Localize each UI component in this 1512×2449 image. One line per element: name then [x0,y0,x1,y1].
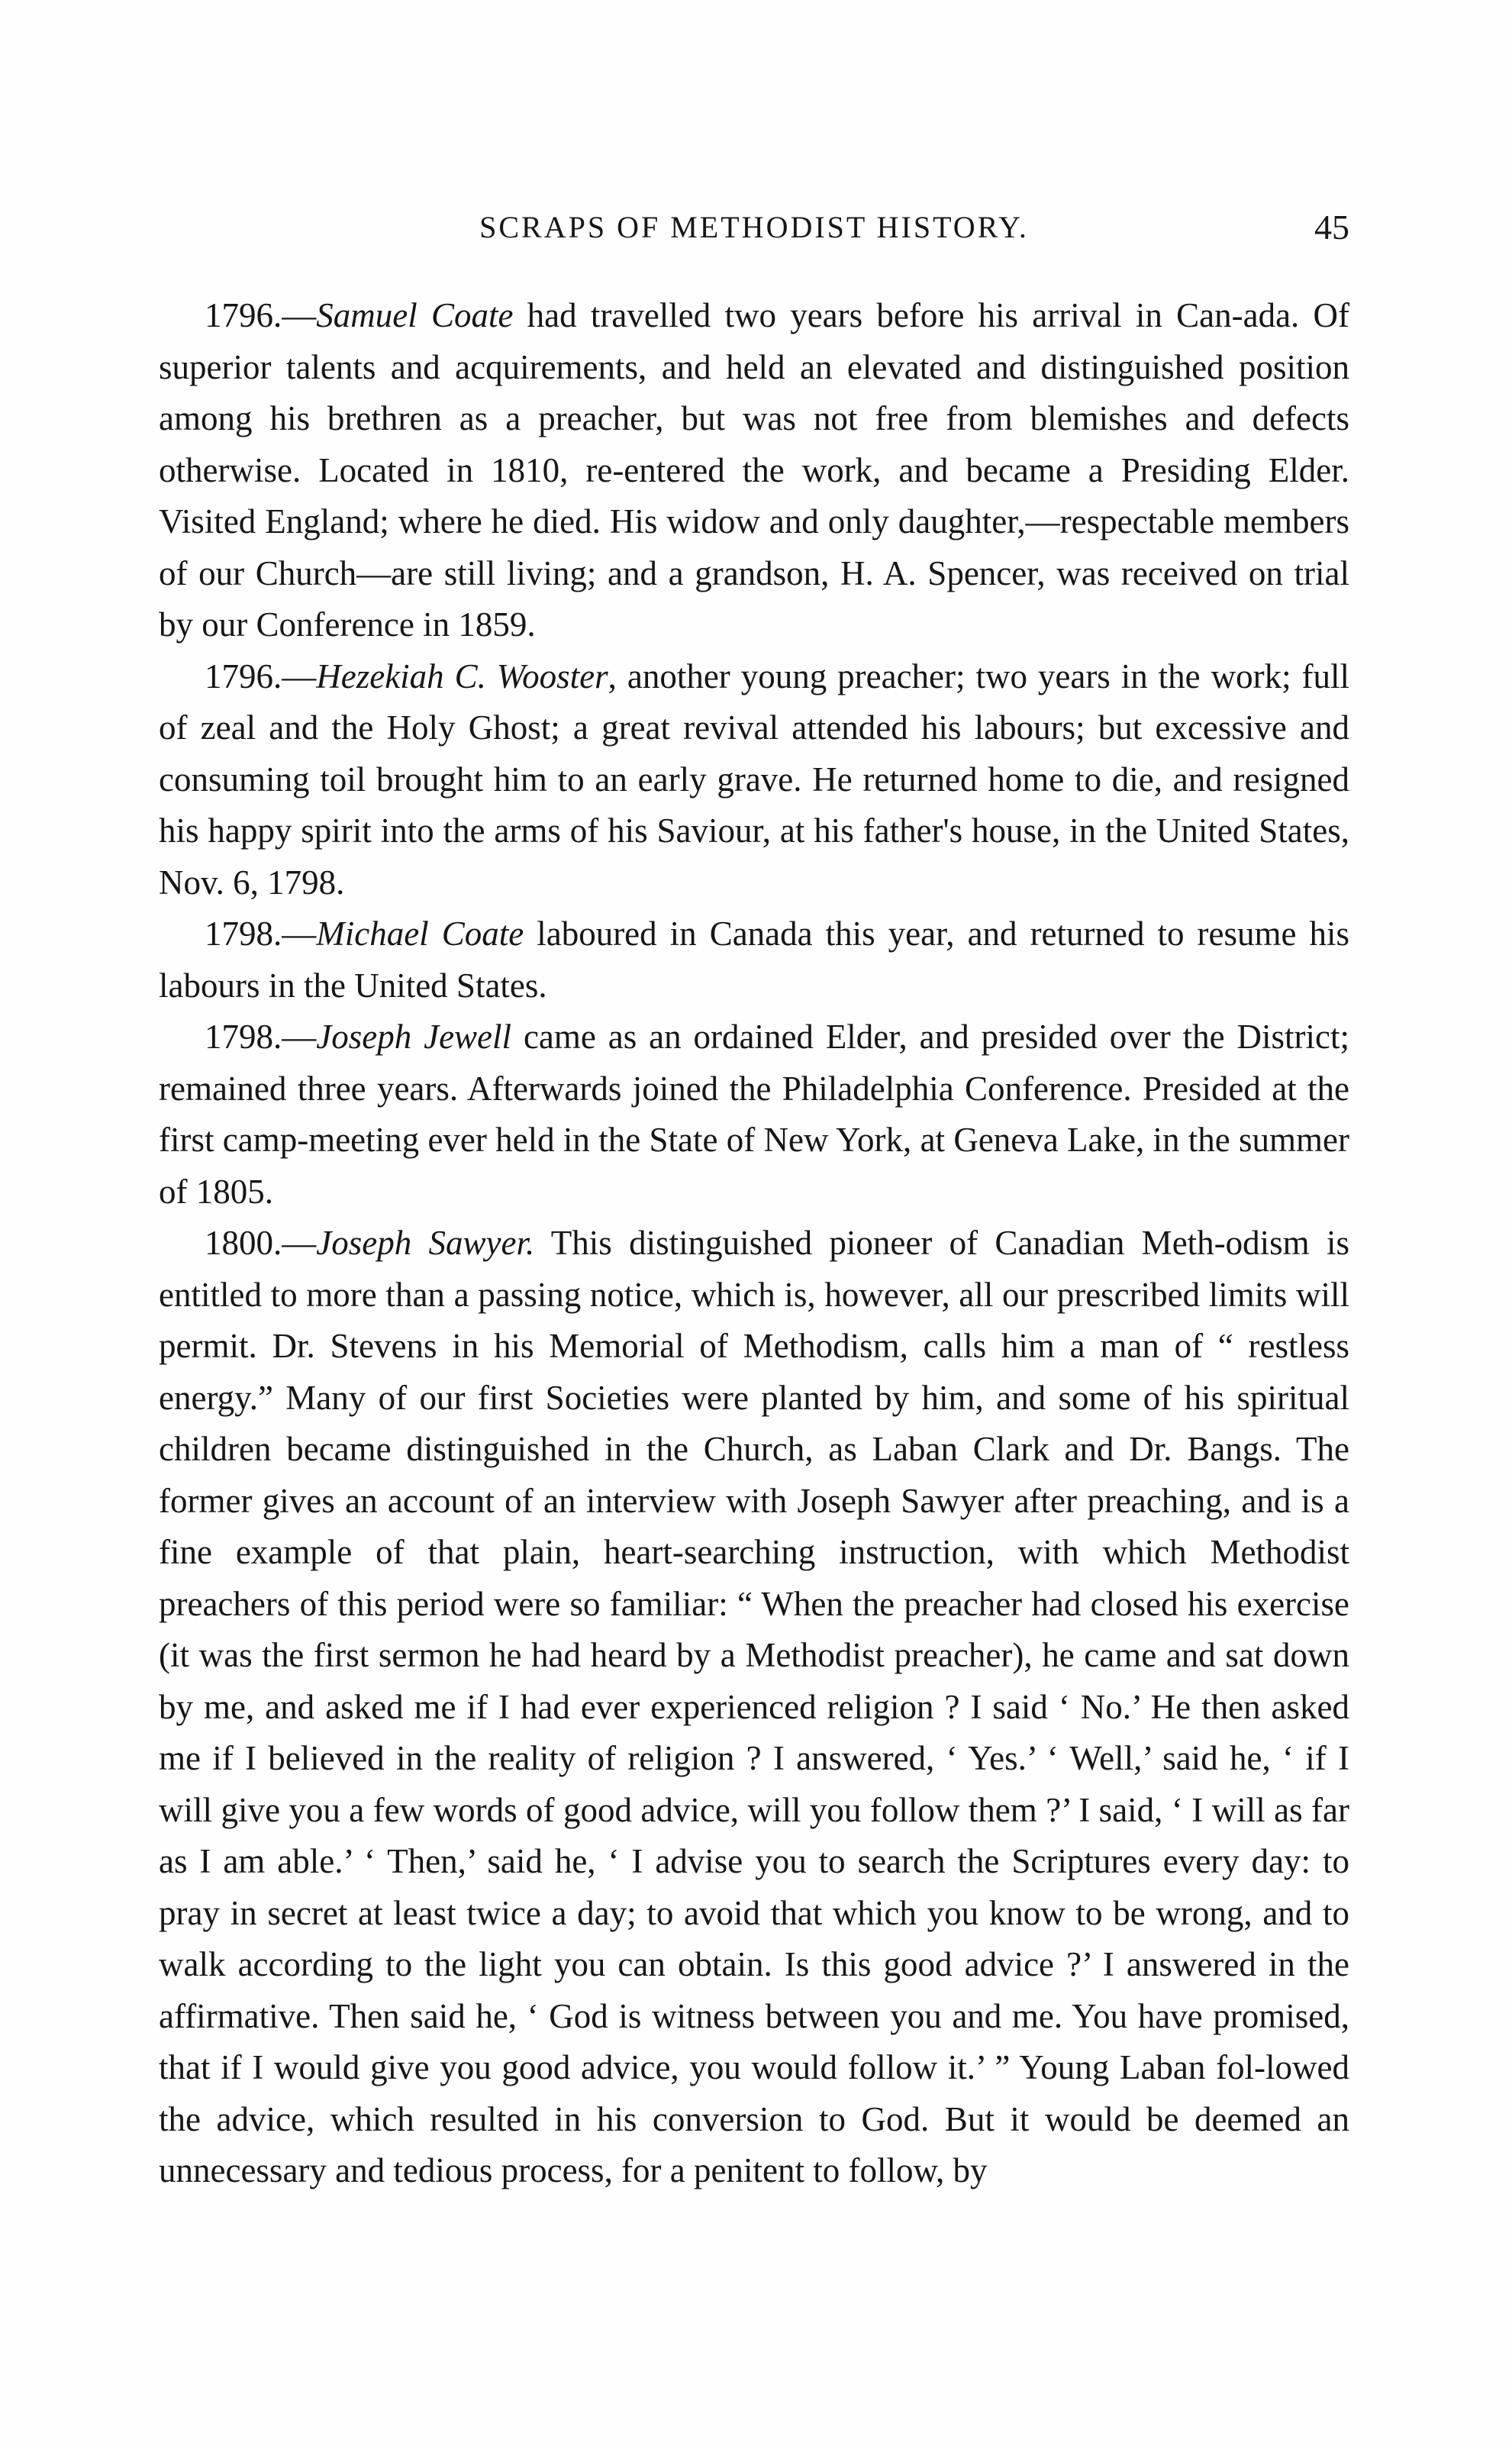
entry-year: 1796.— [205,657,317,695]
entry-name: Hezekiah C. Wooster [316,657,608,695]
entry-name: Samuel Coate [316,296,514,334]
entry-text: laboured in Canada this year, and returned to resume his labours in the United States. [159,915,1349,1005]
entry-year: 1798.— [205,1018,317,1056]
entry-text: This distinguished pioneer of Canadian Meth-odism is entitled to more than a passing notice, which is, however, all our prescribed limits will permit. Dr. Stevens in his Memorial of Methodism, calls him a man of “ restless energy.” Many of our first Societies were planted by him, and some of his spiritual children became distinguished in the Church, as Laban Clark and Dr. Bangs. The former gives an account of an interview with Joseph Sawyer after preaching, and is a fine example of that plain, heart-searching instruction, with which Methodist preachers of this period were so familiar: “ When the preacher had closed his exercise (it was the first sermon he had heard by a Methodist preacher), he came and sat down by me, and asked me if I had ever experienced religion ? I said ‘ No.’ He then asked me if I believed in the reality of religion ? I answered, ‘ Yes.’ ‘ Well,’ said he, ‘ if I will give you a few words of good advice, will you follow them ?’ I said, ‘ I will as far as I am able.’ ‘ Then,’ said he, ‘ I advise you to search the Scriptures every day: to pray in secret at least twice a day; to avoid that which you know to be wrong, and to walk according to the light you can obtain. Is this good advice ?’ I answered in the affirmative. Then said he, ‘ God is witness between you and me. You have promised, that if I would give you good advice, you would follow it.’ ” Young Laban fol-lowed the advice, which resulted in his conversion to God. But it would be deemed an unnecessary and tedious process, for a penitent to follow, by [159,1224,1349,2189]
entry-samuel-coate [159,290,1349,651]
entry-joseph-sawyer [159,1218,1349,2197]
entry-joseph-jewell [159,1012,1349,1218]
running-title: SCRAPS OF METHODIST HISTORY. [479,210,1029,244]
page-number: 45 [1314,208,1349,247]
entry-year: 1796.— [205,296,317,334]
entry-hezekiah-wooster [159,651,1349,909]
entry-year: 1800.— [205,1224,317,1262]
running-head [159,205,1349,250]
text-block [159,290,1349,2197]
entry-text: , another young preacher; two years in the work; full of zeal and the Holy Ghost; a great revival attended his labours; but excessive and consuming toil brought him to an early grave. He returned home to die, and resigned his happy spirit into the arms of his Saviour, at his father's house, in the United States, Nov. 6, 1798. [159,657,1349,902]
entry-text: had travelled two years before his arrival in Can-ada. Of superior talents and acquirements, and held an elevated and distinguished position among his brethren as a preacher, but was not free from blemishes and defects otherwise. Located in 1810, re-entered the work, and became a Presiding Elder. Visited England; where he died. His widow and only daughter,—respectable members of our Church—are still living; and a grandson, H. A. Spencer, was received on trial by our Conference in 1859. [159,296,1349,644]
entry-name: Joseph Sawyer. [316,1224,535,1262]
entry-name: Michael Coate [316,915,524,953]
entry-michael-coate [159,908,1349,1012]
entry-text: came as an ordained Elder, and presided over the District; remained three years. Afterwards joined the Philadelphia Conference. Presided at the first camp-meeting ever held in the State of New York, at Geneva Lake, in the summer of 1805. [159,1018,1349,1211]
entry-year: 1798.— [205,915,317,953]
entry-name: Joseph Jewell [316,1018,512,1056]
